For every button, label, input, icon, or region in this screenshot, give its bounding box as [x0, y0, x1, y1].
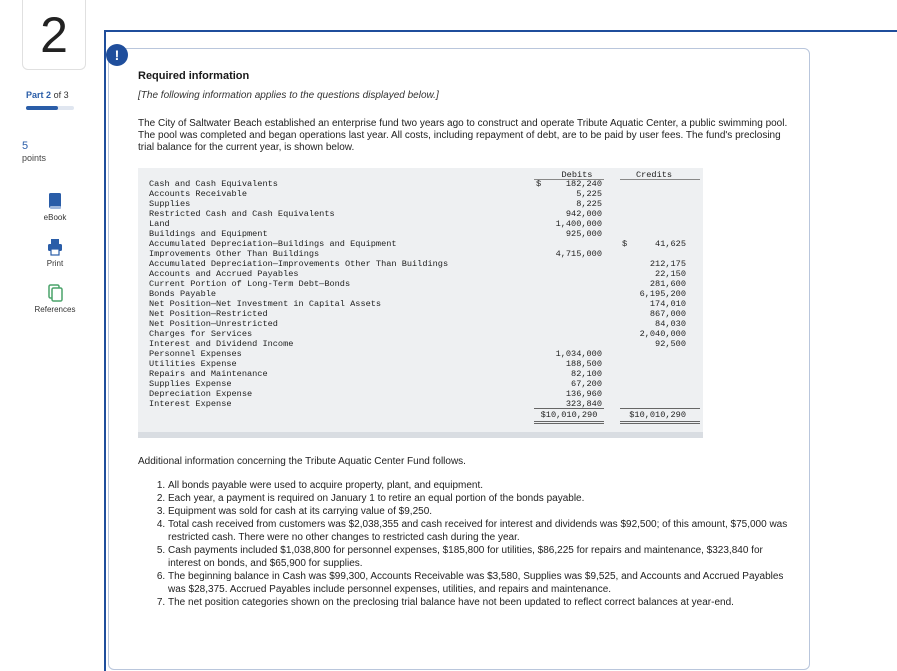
total-credit: $10,010,290: [629, 410, 686, 420]
account-name: Supplies Expense: [149, 379, 232, 389]
table-row: [138, 359, 703, 369]
debit-amount: 67,200: [571, 379, 602, 389]
left-rail: [0, 0, 90, 671]
references-icon: [47, 284, 63, 302]
account-name: Cash and Cash Equivalents: [149, 179, 278, 189]
debit-amount: 82,100: [571, 369, 602, 379]
ebook-icon: [47, 192, 63, 210]
question-frame-left: [104, 30, 106, 671]
debit-amount: 182,240: [565, 179, 602, 189]
total-row: [138, 410, 703, 420]
account-name: Interest and Dividend Income: [149, 339, 294, 349]
question-frame-top: [104, 30, 897, 32]
list-item: 6. The beginning balance in Cash was $99,300, Accounts Receivable was $3,580, Supplies was $9,525, and Accounts and Accrued Payables was $28,375. Accrued Payables include personnel expenses, utilities, and repairs and maintenance.: [168, 570, 788, 596]
list-item: 4. Total cash received from customers was $2,038,355 and cash received for interest and dividends was $92,500; of this amount, $75,000 was restricted cash. There were no other changes to restricted cash during the year.: [168, 518, 788, 544]
table-row: [138, 349, 703, 359]
table-row: [138, 199, 703, 209]
account-name: Personnel Expenses: [149, 349, 242, 359]
credit-amount: 84,030: [655, 319, 686, 329]
credit-amount: 281,600: [649, 279, 686, 289]
credit-amount: 212,175: [649, 259, 686, 269]
part-progress-fill: [26, 106, 58, 110]
part-indicator: [26, 90, 69, 100]
account-name: Interest Expense: [149, 399, 232, 409]
print-label: Print: [46, 259, 64, 268]
account-name: Accounts and Accrued Payables: [149, 269, 299, 279]
debit-amount: 5,225: [576, 189, 602, 199]
total-debit: $10,010,290: [540, 410, 598, 420]
debit-amount: 925,000: [565, 229, 602, 239]
list-item: 2. Each year, a payment is required on January 1 to retire an equal portion of the bonds payable.: [168, 492, 788, 505]
debit-amount: 188,500: [565, 359, 602, 369]
table-row: [138, 339, 703, 349]
required-title: Required information: [138, 70, 250, 82]
table-row: [138, 389, 703, 399]
table-row: [138, 289, 703, 299]
table-row: [138, 209, 703, 219]
account-name: Repairs and Maintenance: [149, 369, 268, 379]
part-label: Part: [26, 90, 44, 100]
table-row: [138, 179, 703, 189]
references-label: References: [34, 305, 76, 314]
table-row: [138, 329, 703, 339]
credit-double-rule: [620, 421, 700, 424]
part-of: of 3: [53, 90, 69, 100]
credit-amount: 174,010: [649, 299, 686, 309]
account-name: Supplies: [149, 199, 191, 209]
trial-balance-table: [138, 168, 703, 438]
credit-currency: $: [622, 239, 628, 249]
alert-icon: !: [106, 44, 128, 66]
trial-balance-footer-bar: [138, 432, 703, 438]
account-name: Utilities Expense: [149, 359, 237, 369]
debit-amount: 8,225: [576, 199, 602, 209]
table-row: [138, 219, 703, 229]
credit-amount: 6,195,200: [639, 289, 686, 299]
debit-amount: 942,000: [565, 209, 602, 219]
debit-amount: 323,840: [565, 399, 602, 409]
credits-header: Credits: [635, 170, 673, 180]
credit-amount: 2,040,000: [639, 329, 686, 339]
table-row: [138, 309, 703, 319]
print-icon: [47, 238, 63, 256]
additional-heading: Additional information concerning the Tribute Aquatic Center Fund follows.: [138, 456, 466, 467]
account-name: Restricted Cash and Cash Equivalents: [149, 209, 335, 219]
account-name: Accumulated Depreciation—Improvements Other Than Buildings: [149, 259, 449, 269]
points-value: 5: [22, 140, 29, 152]
account-name: Accumulated Depreciation—Buildings and Equipment: [149, 239, 397, 249]
debit-amount: 136,960: [565, 389, 602, 399]
list-item: 5. Cash payments included $1,038,800 for personnel expenses, $185,800 for utilities, $86,225 for repairs and maintenance, $323,840 for interest on bonds, and $65,900 for supplies.: [168, 544, 788, 570]
required-note: [The following information applies to the questions displayed below.]: [138, 90, 439, 101]
list-item: 3. Equipment was sold for cash at its carrying value of $9,250.: [168, 505, 788, 518]
account-name: Charges for Services: [149, 329, 253, 339]
points-label: points: [22, 153, 47, 163]
list-item: 1. All bonds payable were used to acquire property, plant, and equipment.: [168, 479, 788, 492]
ebook-label: eBook: [43, 213, 67, 222]
account-name: Accounts Receivable: [149, 189, 247, 199]
table-row: [138, 279, 703, 289]
table-row: [138, 239, 703, 249]
question-number: 2: [22, 0, 86, 70]
account-name: Depreciation Expense: [149, 389, 253, 399]
table-row: [138, 189, 703, 199]
debit-amount: 1,034,000: [555, 349, 602, 359]
account-name: Bonds Payable: [149, 289, 217, 299]
ebook-button[interactable]: [28, 192, 82, 222]
table-row: [138, 299, 703, 309]
debit-currency: $: [536, 179, 542, 189]
part-current: 2: [46, 90, 52, 100]
account-name: Improvements Other Than Buildings: [149, 249, 320, 259]
credit-total-rule: [620, 408, 700, 409]
table-row: [138, 269, 703, 279]
references-button[interactable]: [28, 284, 82, 314]
debits-header: Debits: [561, 170, 593, 180]
list-item: 7. The net position categories shown on the preclosing trial balance have not been updated to reflect correct balances at year-end.: [168, 596, 788, 609]
account-name: Net Position—Net Investment in Capital Assets: [149, 299, 382, 309]
table-row: [138, 249, 703, 259]
table-row: [138, 369, 703, 379]
debit-total-rule: [534, 408, 604, 409]
account-name: Net Position—Restricted: [149, 309, 268, 319]
account-name: Net Position—Unrestricted: [149, 319, 278, 329]
credit-amount: 41,625: [655, 239, 686, 249]
account-name: Buildings and Equipment: [149, 229, 268, 239]
debit-amount: 1,400,000: [555, 219, 602, 229]
table-row: [138, 319, 703, 329]
debit-amount: 4,715,000: [555, 249, 602, 259]
account-name: Land: [149, 219, 170, 229]
credit-amount: 92,500: [655, 339, 686, 349]
debit-double-rule: [534, 421, 604, 424]
account-name: Current Portion of Long-Term Debt—Bonds: [149, 279, 351, 289]
table-row: [138, 399, 703, 409]
table-row: [138, 229, 703, 239]
intro-paragraph: The City of Saltwater Beach established an enterprise fund two years ago to construct and operate Tribute Aquatic Center, a public swimming pool. The pool was completed and began operations last year. All costs, including repayment of debt, are to be paid by user fees. The fund's preclosing trial balance for the current year, is shown below.: [138, 118, 788, 153]
credit-amount: 867,000: [649, 309, 686, 319]
table-row: [138, 379, 703, 389]
additional-list: [138, 479, 788, 609]
print-button[interactable]: [28, 238, 82, 268]
table-row: [138, 259, 703, 269]
credit-amount: 22,150: [655, 269, 686, 279]
